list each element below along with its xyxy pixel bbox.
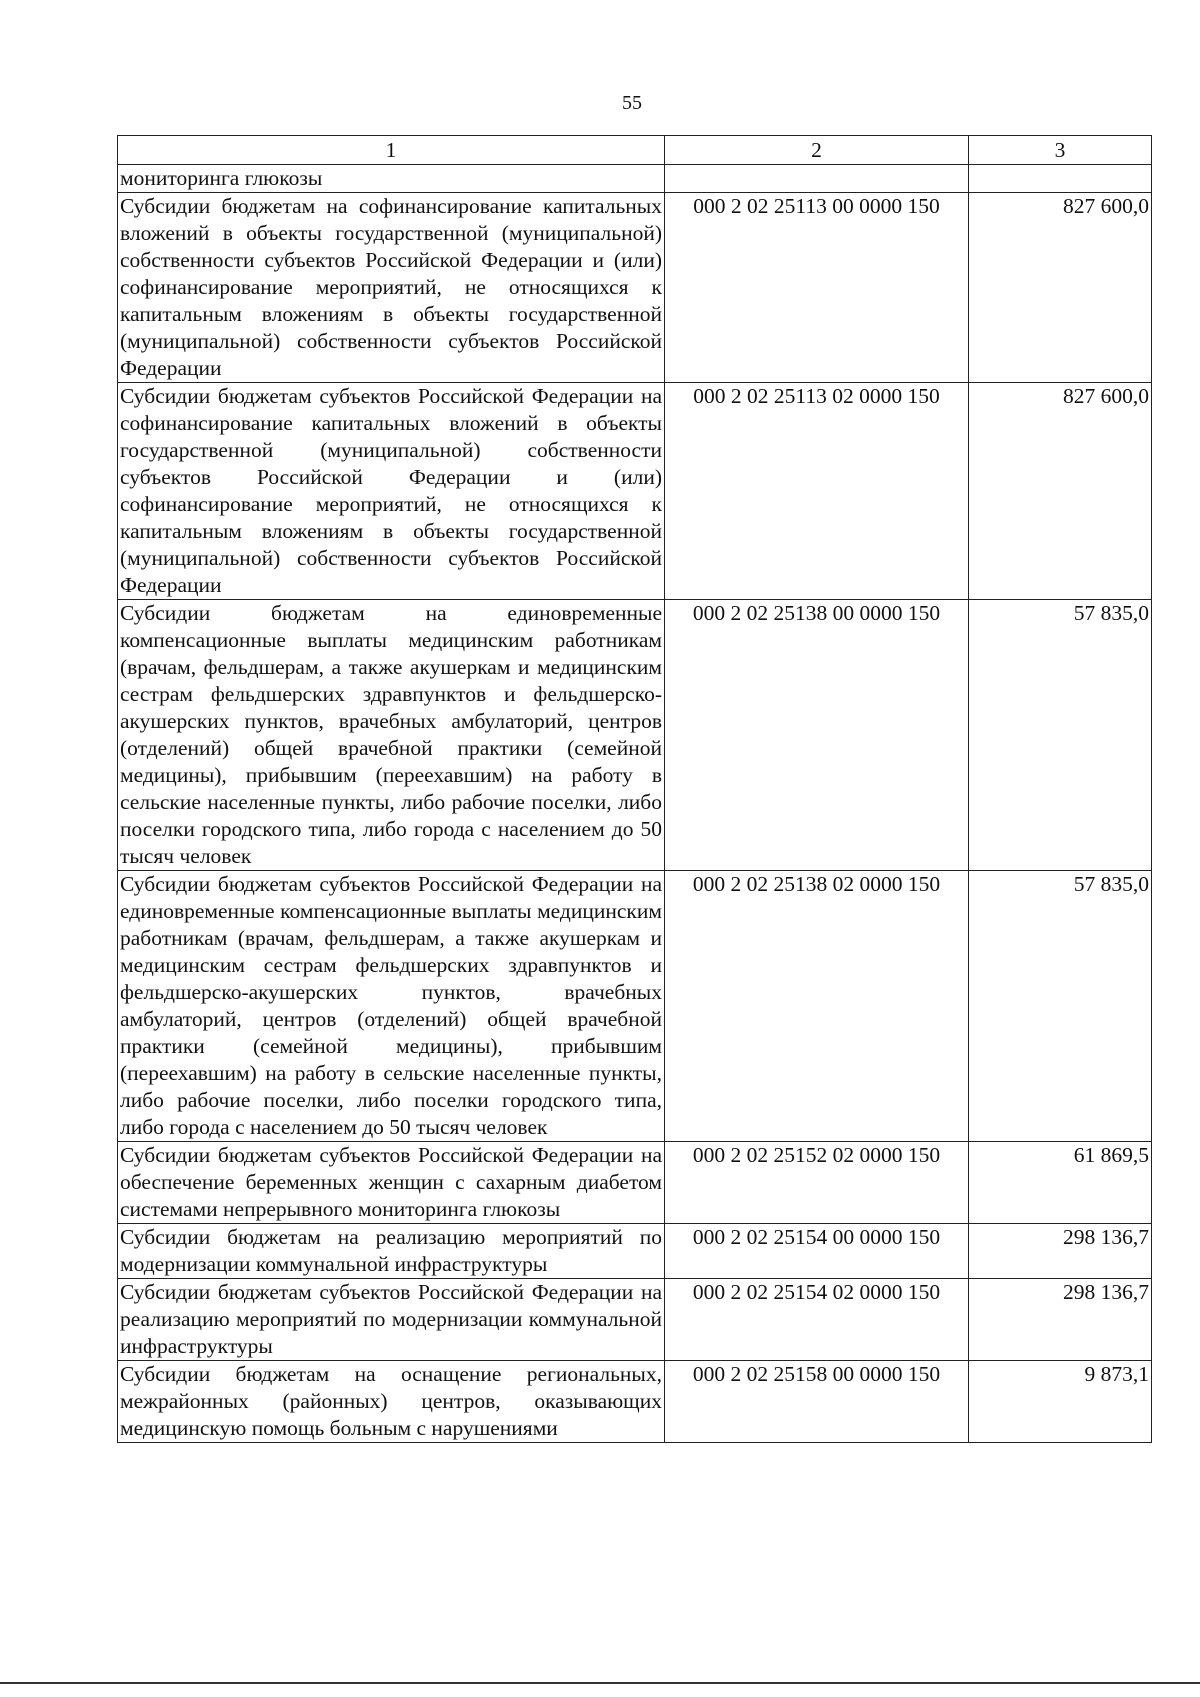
table-row	[118, 1279, 1152, 1361]
row-amount: 827 600,0	[969, 193, 1152, 383]
row-name: Субсидии бюджетам на софинансирование капитальных вложений в объекты государственной (муниципальной) собственности субъектов Российской Федерации и (или) софинансирование мероприятий, не относящихся к капитальным вложениям в объекты государственной (муниципальной) собственности субъектов Российской Федерации	[118, 193, 665, 383]
budget-table	[117, 135, 1152, 1443]
row-name: Субсидии бюджетам на оснащение региональных, межрайонных (районных) центров, оказывающих медицинскую помощь больным с нарушениями	[118, 1361, 665, 1443]
row-code: 000 2 02 25113 00 0000 150	[665, 193, 969, 383]
footer-divider	[0, 1682, 1200, 1684]
row-name: Субсидии бюджетам на реализацию мероприятий по модернизации коммунальной инфраструктуры	[118, 1224, 665, 1279]
column-header-2: 2	[665, 136, 969, 165]
table-row	[118, 1224, 1152, 1279]
row-code: 000 2 02 25152 02 0000 150	[665, 1142, 969, 1224]
table-row	[118, 1361, 1152, 1443]
table-row	[118, 165, 1152, 193]
row-code: 000 2 02 25138 00 0000 150	[665, 600, 969, 871]
table-row	[118, 871, 1152, 1142]
row-amount	[969, 165, 1152, 193]
row-amount: 61 869,5	[969, 1142, 1152, 1224]
row-name: Субсидии бюджетам субъектов Российской Федерации на единовременные компенсационные выплаты медицинским работникам (врачам, фельдшерам, а также акушеркам и медицинским сестрам фельдшерских здравпунктов и фельдшерско-акушерских пунктов, врачебных амбулаторий, центров (отделений) общей врачебной практики (семейной медицины), прибывшим (переехавшим) на работу в сельские населенные пункты, либо рабочие поселки, либо поселки городского типа, либо города с населением до 50 тысяч человек	[118, 871, 665, 1142]
row-amount: 57 835,0	[969, 871, 1152, 1142]
row-code: 000 2 02 25154 00 0000 150	[665, 1224, 969, 1279]
table-row	[118, 383, 1152, 600]
row-code: 000 2 02 25154 02 0000 150	[665, 1279, 969, 1361]
row-amount: 827 600,0	[969, 383, 1152, 600]
table-row	[118, 193, 1152, 383]
table-header-row	[118, 136, 1152, 165]
row-name: мониторинга глюкозы	[118, 165, 665, 193]
row-amount: 298 136,7	[969, 1279, 1152, 1361]
row-code: 000 2 02 25138 02 0000 150	[665, 871, 969, 1142]
row-code: 000 2 02 25158 00 0000 150	[665, 1361, 969, 1443]
row-code: 000 2 02 25113 02 0000 150	[665, 383, 969, 600]
row-name: Субсидии бюджетам на единовременные компенсационные выплаты медицинским работникам (врачам, фельдшерам, а также акушеркам и медицинским сестрам фельдшерских здравпунктов и фельдшерско-акушерских пунктов, врачебных амбулаторий, центров (отделений) общей врачебной практики (семейной медицины), прибывшим (переехавшим) на работу в сельские населенные пункты, либо рабочие поселки, либо поселки городского типа, либо города с населением до 50 тысяч человек	[118, 600, 665, 871]
column-header-3: 3	[969, 136, 1152, 165]
row-name: Субсидии бюджетам субъектов Российской Федерации на софинансирование капитальных вложений в объекты государственной (муниципальной) собственности субъектов Российской Федерации и (или) софинансирование мероприятий, не относящихся к капитальным вложениям в объекты государственной (муниципальной) собственности субъектов Российской Федерации	[118, 383, 665, 600]
row-name: Субсидии бюджетам субъектов Российской Федерации на обеспечение беременных женщин с сахарным диабетом системами непрерывного мониторинга глюкозы	[118, 1142, 665, 1224]
page-number: 55	[622, 92, 642, 114]
row-amount: 57 835,0	[969, 600, 1152, 871]
row-name: Субсидии бюджетам субъектов Российской Федерации на реализацию мероприятий по модернизации коммунальной инфраструктуры	[118, 1279, 665, 1361]
row-amount: 298 136,7	[969, 1224, 1152, 1279]
table-row	[118, 1142, 1152, 1224]
row-code	[665, 165, 969, 193]
column-header-1: 1	[118, 136, 665, 165]
row-amount: 9 873,1	[969, 1361, 1152, 1443]
table-row	[118, 600, 1152, 871]
